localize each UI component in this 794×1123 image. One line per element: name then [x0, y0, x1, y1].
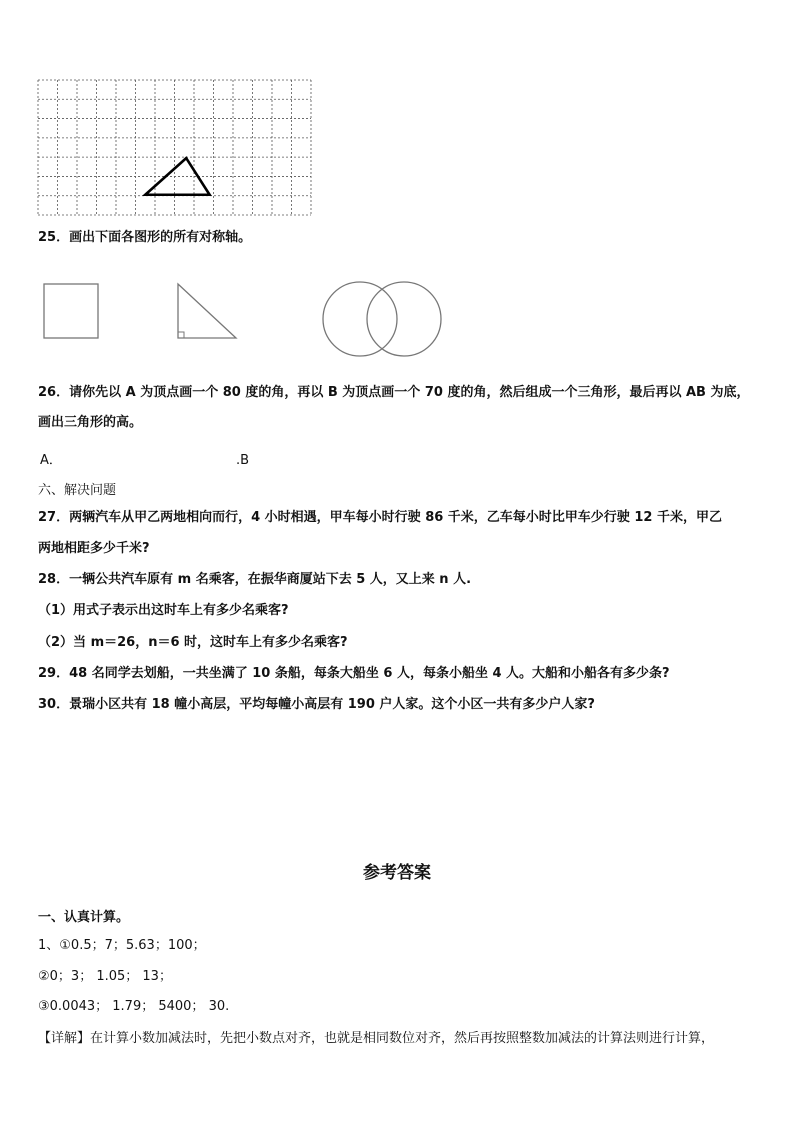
square-shape[interactable] [44, 284, 98, 338]
answers-section-1: 一、认真计算。 [38, 910, 130, 925]
question-26-line1: 26．请你先以 A 为顶点画一个 80 度的角，再以 B 为顶点画一个 70 度的角，然后组成一个三角形，最后再以 AB 为底， [38, 385, 750, 400]
shapes-figure [36, 272, 456, 368]
question-26-line2: 画出三角形的高。 [38, 415, 143, 430]
question-30: 30．景瑞小区共有 18 幢小高层，平均每幢小高层有 190 户人家。这个小区一共有多少户人家? [38, 697, 595, 712]
question-28-sub1: （1）用式子表示出这时车上有多少名乘客? [38, 603, 289, 618]
point-a-label: A． [40, 453, 62, 468]
answer-detail: 【详解】在计算小数加减法时，先把小数点对齐，也就是相同数位对齐，然后再按照整数加减法的计算法则进行计算， [38, 1031, 715, 1046]
question-28-sub2: （2）当 m＝26，n＝6 时，这时车上有多少名乘客? [38, 635, 348, 650]
circle-left-shape[interactable] [323, 282, 397, 356]
question-27-line1: 27．两辆汽车从甲乙两地相向而行，4 小时相遇，甲车每小时行驶 86 千米，乙车每小时比甲车少行驶 12 千米，甲乙 [38, 510, 722, 525]
answer-line-3: ③0.0043； 1.79； 5400； 30. [38, 999, 230, 1014]
right-triangle-shape[interactable] [178, 284, 236, 338]
answers-title: 参考答案 [363, 863, 431, 883]
circle-right-shape[interactable] [367, 282, 441, 356]
question-27-line2: 两地相距多少千米? [38, 541, 150, 556]
grid-figure [38, 80, 312, 216]
section-6-heading: 六、解决问题 [38, 483, 117, 498]
right-angle-mark [178, 332, 184, 338]
question-29: 29．48 名同学去划船，一共坐满了 10 条船，每条大船坐 6 人，每条小船坐 4 人。大船和小船各有多少条? [38, 666, 670, 681]
question-28: 28．一辆公共汽车原有 m 名乘客，在振华商厦站下去 5 人，又上来 n 人. [38, 572, 472, 587]
question-25: 25．画出下面各图形的所有对称轴。 [38, 230, 252, 245]
answer-line-2: ②0；3； 1.05； 13； [38, 969, 172, 984]
answer-line-1: 1、①0.5；7；5.63；100； [38, 938, 206, 953]
point-b-label: .B [236, 453, 250, 468]
